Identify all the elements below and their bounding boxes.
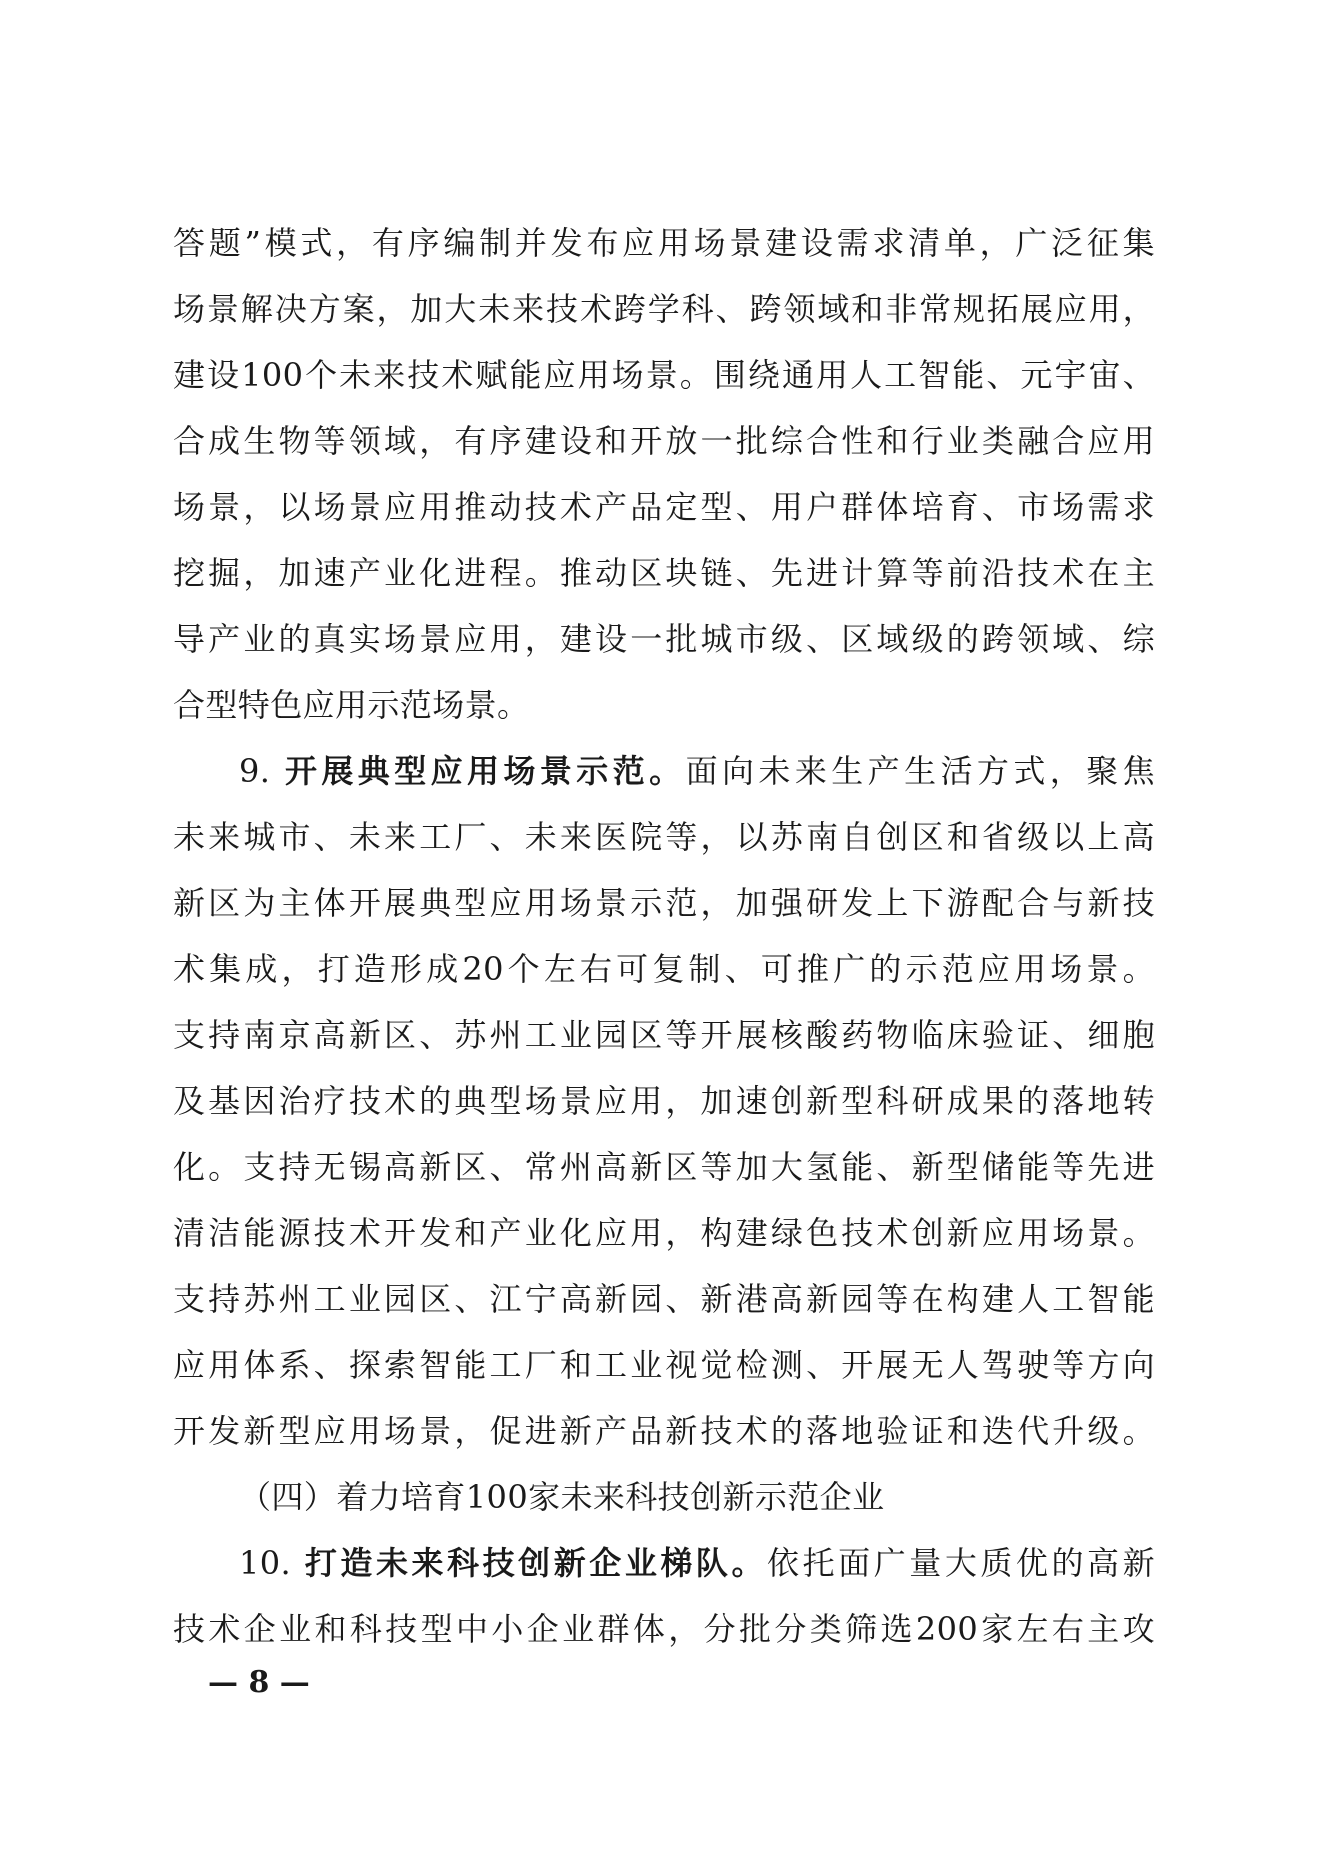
item-heading: 开展典型应用场景示范。 <box>284 752 686 790</box>
paragraph-line: 及基因治疗技术的典型场景应用，加速创新型科研成果的落地转 <box>173 1082 1155 1120</box>
paragraph-first-line <box>173 738 1155 804</box>
paragraph-line: 合成生物等领域，有序建设和开放一批综合性和行业类融合应用 <box>173 422 1155 460</box>
paragraph-line: 术集成，打造形成20个左右可复制、可推广的示范应用场景。 <box>173 950 1155 988</box>
section-heading: （四）着力培育100家未来科技创新示范企业 <box>239 1478 885 1516</box>
paragraph-line: 开发新型应用场景，促进新产品新技术的落地验证和迭代升级。 <box>173 1412 1155 1450</box>
paragraph-line: 应用体系、探索智能工厂和工业视觉检测、开展无人驾驶等方向 <box>173 1346 1155 1384</box>
paragraph-line: 答题”模式，有序编制并发布应用场景建设需求清单，广泛征集 <box>173 224 1155 262</box>
item-number: 10. <box>239 1544 305 1582</box>
body-text <box>173 210 1155 1662</box>
paragraph-line: 建设100个未来技术赋能应用场景。围绕通用人工智能、元宇宙、 <box>173 356 1155 394</box>
item-number: 9. <box>239 752 285 790</box>
paragraph-line: 清洁能源技术开发和产业化应用，构建绿色技术创新应用场景。 <box>173 1214 1155 1252</box>
paragraph-line: 化。支持无锡高新区、常州高新区等加大氢能、新型储能等先进 <box>173 1148 1155 1186</box>
page-number: — 8 — <box>208 1665 310 1700</box>
paragraph-first-line <box>173 1530 1155 1596</box>
paragraph-line: 合型特色应用示范场景。 <box>173 686 530 724</box>
paragraph-line: 新区为主体开展典型应用场景示范，加强研发上下游配合与新技 <box>173 884 1155 922</box>
paragraph-line: 挖掘，加速产业化进程。推动区块链、先进计算等前沿技术在主 <box>173 554 1155 592</box>
paragraph-line: 导产业的真实场景应用，建设一批城市级、区域级的跨领域、综 <box>173 620 1155 658</box>
item-heading: 打造未来科技创新企业梯队。 <box>304 1544 768 1582</box>
item-text: 面向未来生产生活方式，聚焦 <box>685 752 1155 790</box>
paragraph-line: 场景解决方案，加大未来技术跨学科、跨领域和非常规拓展应用， <box>173 290 1155 328</box>
paragraph-line: 未来城市、未来工厂、未来医院等，以苏南自创区和省级以上高 <box>173 818 1155 856</box>
paragraph-line: 支持南京高新区、苏州工业园区等开展核酸药物临床验证、细胞 <box>173 1016 1155 1054</box>
item-text: 依托面广量大质优的高新 <box>767 1544 1155 1582</box>
paragraph-line: 技术企业和科技型中小企业群体，分批分类筛选200家左右主攻 <box>173 1610 1155 1648</box>
paragraph-line: 支持苏州工业园区、江宁高新园、新港高新园等在构建人工智能 <box>173 1280 1155 1318</box>
paragraph-line: 场景，以场景应用推动技术产品定型、用户群体培育、市场需求 <box>173 488 1155 526</box>
